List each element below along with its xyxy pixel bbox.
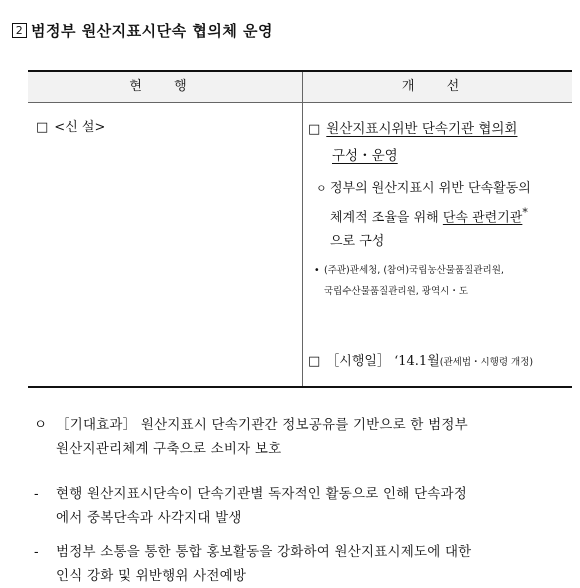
bullet-marker: ㅇ (316, 182, 327, 195)
effective-date: ‘14.1월 (394, 354, 440, 369)
improved-cell (308, 116, 570, 302)
improved-title-line2: 구성・운영 (332, 148, 398, 164)
current-cell (36, 116, 105, 135)
paragraph-marker: - (34, 486, 39, 502)
paragraph-line2: 에서 중복단속과 사각지대 발생 (56, 510, 242, 526)
improved-bullet (308, 177, 570, 254)
section-title: 범정부 원산지표시단속 협의체 운영 (31, 22, 274, 40)
footnote-asterisk: * (522, 206, 528, 219)
checkbox-square-icon: □ (308, 354, 321, 369)
footnote (308, 260, 570, 302)
paragraph-line1: ［기대효과］ 원산지표시 단속기관간 정보공유를 기반으로 한 범정부 (56, 417, 468, 433)
effective-note: (관세법・시행령 개정) (439, 357, 534, 368)
effective-date-line (308, 350, 533, 369)
comparison-table (28, 70, 572, 388)
effective-label: ［시행일］ (326, 354, 390, 369)
paragraph-line2: 인식 강화 및 위반행위 사전예방 (56, 568, 247, 584)
footnote-dot: • (314, 265, 320, 277)
paragraph-line1: 현행 원산지표시단속이 단속기관별 독자적인 활동으로 인해 단속과정 (56, 486, 467, 502)
bullet-line2: 체계적 조율을 위해 (330, 210, 443, 226)
bullet-line1: 정부의 원산지표시 위반 단속활동의 (330, 181, 531, 196)
improved-title-line1: 원산지표시위반 단속기관 협의회 (326, 121, 518, 137)
body-paragraph (34, 413, 574, 461)
table-header-row (28, 72, 572, 103)
current-text: <신 설> (54, 120, 106, 135)
header-improved: 개 선 (401, 79, 474, 94)
bullet-line3: 으로 구성 (330, 234, 385, 250)
bullet-line2-underlined: 단속 관련기관 (442, 210, 523, 226)
column-divider (302, 72, 303, 386)
paragraph-marker: - (34, 544, 39, 560)
header-current: 현 행 (129, 79, 201, 94)
paragraph-line1: 범정부 소통을 통한 통합 홍보활동을 강화하여 원산지표시제도에 대한 (56, 544, 472, 560)
paragraph-line2: 원산지관리체계 구축으로 소비자 보호 (56, 441, 282, 457)
body-paragraph (34, 540, 574, 588)
section-number: 2 (12, 23, 27, 38)
checkbox-square-icon: □ (36, 120, 49, 135)
body-paragraph (34, 482, 574, 530)
footnote-line1: (주관)관세청, (참여)국립농산물품질관리원, (324, 265, 504, 277)
paragraph-marker: ㅇ (34, 417, 48, 433)
improved-title (308, 116, 570, 169)
footnote-line2: 국립수산물품질관리원, 광역시・도 (324, 286, 469, 298)
checkbox-square-icon: □ (308, 122, 321, 137)
section-heading (12, 20, 273, 41)
